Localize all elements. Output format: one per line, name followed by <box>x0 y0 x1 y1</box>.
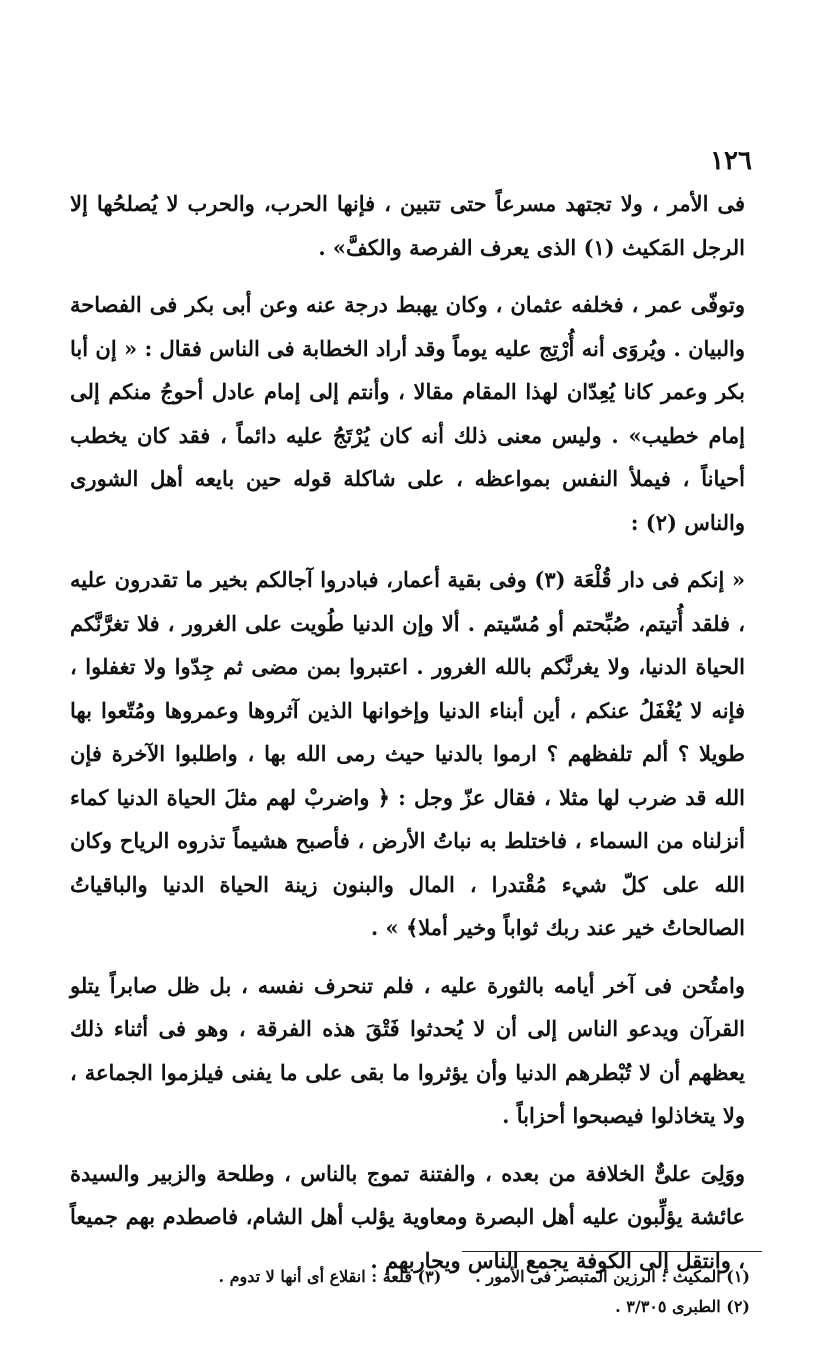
footnote-3: (٣) قلعة : انقلاع أى أنها لا تدوم . <box>218 1267 442 1286</box>
page-number: ١٢٦ <box>710 146 752 176</box>
footnote-1: (١) المكيث : الرزين المتبصر فى الأمور . <box>475 1267 750 1286</box>
paragraph-4: وامتُحن فى آخر أيامه بالثورة عليه ، فلم تنحرف نفسه ، بل ظل صابراً يتلو القرآن ويدعو الناس إلى أن لا يُحدثوا فَتْقَ هذه الفرقة ، وهو فى أثناء ذلك يعظهم أن لا تُبْطرهم الدنيا وأن يؤثروا ما بقى على ما يفنى فيلزموا الجماعة ، ولا يتخاذلوا فيصبحوا أحزاباً . <box>70 972 745 1128</box>
body-text <box>70 182 745 1282</box>
footnote-row <box>110 1262 750 1292</box>
footnote-row <box>110 1292 750 1322</box>
footnote-2: (٢) الطبرى ٣/٣٠٥ . <box>615 1297 750 1316</box>
paragraph-5: ووَلِىَ علىٌّ الخلافة من بعده ، والفتنة تموج بالناس ، وطلحة والزبير والسيدة عائشة يؤلِّبون عليه أهل البصرة ومعاوية يؤلب أهل الشام، فاصطدم بهم جميعاً ، وانتقل إلى الكوفة يجمع الناس ويحاربهم . <box>70 1160 745 1273</box>
paragraph-3-quote: « إنكم فى دار قُلْعَة (٣) وفى بقية أعمار، فبادروا آجالكم بخير ما تقدرون عليه ، فلقد أُتيتم، صُبِّحتم أو مُسّيتم . ألا وإن الدنيا طُويت على الغرور ، فلا تغرَّنَّكم الحياة الدنيا، ولا يغرنَّكم بالله الغرور . اعتبروا بمن مضى ثم جِدّوا ولا تغفلوا ، فإنه لا يُغْفَلُ عنكم ، أين أبناء الدنيا وإخوانها الذين آثروها وعمروها ومُتّعوا بها طويلا ؟ ألم تلفظهم ؟ ارموا بالدنيا حيث رمى الله بها ، واطلبوا الآخرة فإن الله قد ضرب لها مثلا ، فقال عزّ وجل : ﴿ واضربْ لهم مثلَ الحياة الدنيا كماء أنزلناه من السماء ، فاختلط به نباتُ الأرض ، فأصبح هشيماً تذروه الرياح وكان الله على كلّ شيء مُقْتدرا ، المال والبنون زينة الحياة الدنيا والباقياتُ الصالحاتُ خير عند ربك ثواباً وخير أملا﴾ » . <box>70 567 746 940</box>
paragraph-1: فى الأمر ، ولا تجتهد مسرعاً حتى تتبين ، فإنها الحرب، والحرب لا يُصلحُها إلا الرجل المَكيث (١) الذى يعرف الفرصة والكفَّ» . <box>70 191 745 260</box>
footnotes <box>110 1262 750 1322</box>
footnote-divider <box>462 1251 762 1252</box>
paragraph-2: وتوفّى عمر ، فخلفه عثمان ، وكان يهبط درجة عنه وعن أبى بكر فى الفصاحة والبيان . ويُروَى أنه أُرْتِج عليه يوماً وقد أراد الخطابة فى الناس فقال : « إن أبا بكر وعمر كانا يُعِدّان لهذا المقام مقالا ، وأنتم إلى إمام عادل أحوجُ منكم إلى إمام خطيب» . وليس معنى ذلك أنه كان يُرْتَجُ عليه دائماً ، فقد كان يخطب أحياناً ، فيملأ النفس بمواعظه ، على شاكلة قوله حين بايعه أهل الشورى والناس (٢) : <box>70 292 745 535</box>
